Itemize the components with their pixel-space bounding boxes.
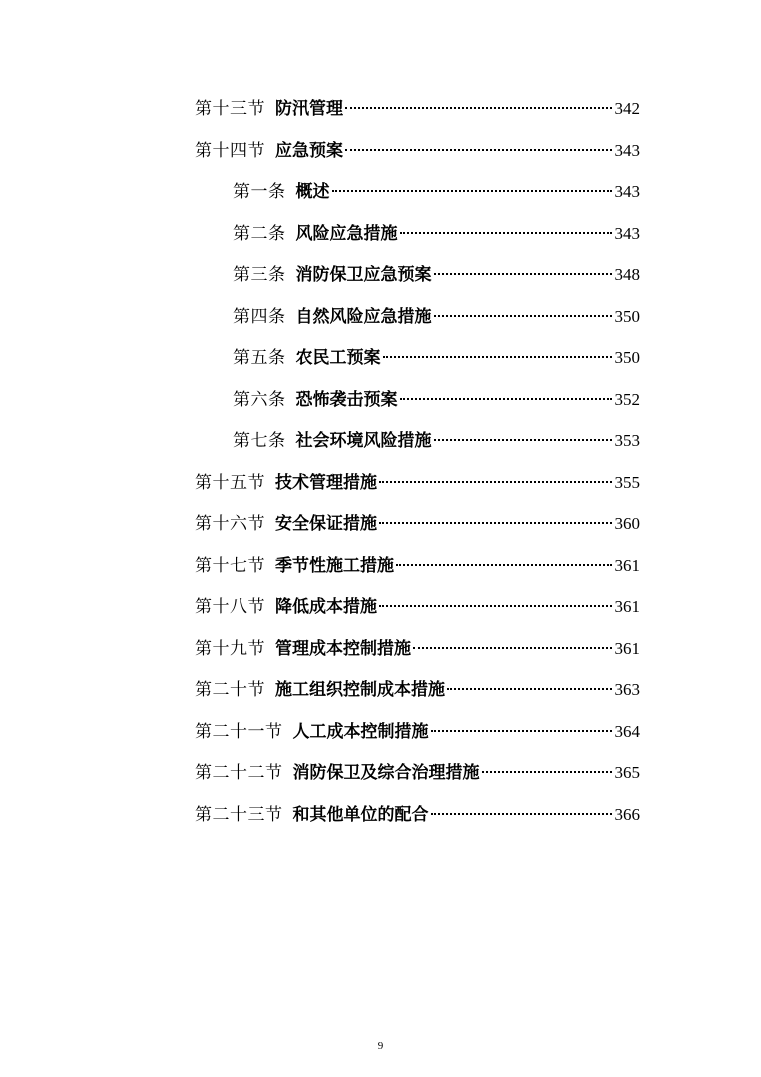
dot-leader xyxy=(434,273,612,275)
toc-entry-section-14[interactable] xyxy=(195,137,640,179)
toc-entry-article-6[interactable] xyxy=(195,386,640,428)
toc-entry-page: 361 xyxy=(614,597,640,616)
toc-entry-page: 343 xyxy=(614,223,640,243)
toc-entry-number: 第十八节 xyxy=(195,597,265,617)
toc-entry-section-19[interactable] xyxy=(195,635,640,677)
toc-entry-page: 361 xyxy=(614,555,640,575)
toc-entry-article-3[interactable] xyxy=(195,261,640,303)
table-of-contents xyxy=(195,95,640,842)
toc-entry-page: 360 xyxy=(614,514,640,533)
toc-entry-title: 恐怖袭击预案 xyxy=(295,389,398,410)
dot-leader xyxy=(345,149,612,151)
dot-leader xyxy=(332,190,612,192)
toc-entry-title: 消防保卫应急预案 xyxy=(295,265,432,285)
toc-entry-section-16[interactable] xyxy=(195,510,640,552)
dot-leader xyxy=(396,564,612,566)
page-number: 9 xyxy=(377,1040,384,1052)
toc-entry-page: 353 xyxy=(614,431,640,450)
toc-entry-title: 防汛管理 xyxy=(275,99,343,119)
toc-entry-number: 第二十节 xyxy=(195,680,265,700)
toc-entry-title: 季节性施工措施 xyxy=(275,555,394,576)
dot-leader xyxy=(379,522,612,524)
toc-entry-number: 第三条 xyxy=(233,265,286,285)
toc-entry-number: 第二十三节 xyxy=(195,804,283,825)
toc-entry-section-20[interactable] xyxy=(195,676,640,718)
toc-entry-number: 第十七节 xyxy=(195,555,265,576)
toc-entry-number: 第七条 xyxy=(233,431,286,451)
toc-entry-title: 技术管理措施 xyxy=(275,472,377,493)
dot-leader xyxy=(482,771,612,773)
toc-entry-number: 第二十二节 xyxy=(195,763,283,783)
dot-leader xyxy=(400,398,612,400)
toc-entry-title: 风险应急措施 xyxy=(295,223,398,244)
toc-entry-number: 第十五节 xyxy=(195,472,265,493)
toc-entry-page: 350 xyxy=(614,306,640,326)
toc-entry-number: 第一条 xyxy=(233,182,286,202)
toc-entry-number: 第十三节 xyxy=(195,99,265,119)
toc-entry-number: 第四条 xyxy=(233,306,286,327)
toc-entry-page: 350 xyxy=(614,348,640,367)
toc-entry-page: 343 xyxy=(614,140,640,160)
toc-entry-page: 361 xyxy=(614,638,640,658)
toc-entry-page: 342 xyxy=(614,99,640,118)
toc-entry-section-22[interactable] xyxy=(195,759,640,801)
toc-entry-page: 366 xyxy=(614,804,640,824)
toc-entry-title: 社会环境风险措施 xyxy=(295,431,432,451)
toc-entry-title: 应急预案 xyxy=(275,140,343,161)
toc-entry-title: 农民工预案 xyxy=(295,348,381,368)
dot-leader xyxy=(383,356,612,358)
toc-entry-page: 355 xyxy=(614,472,640,492)
toc-entry-section-17[interactable] xyxy=(195,552,640,594)
toc-entry-article-7[interactable] xyxy=(195,427,640,469)
dot-leader xyxy=(379,605,612,607)
toc-entry-title: 自然风险应急措施 xyxy=(295,306,432,327)
toc-entry-page: 343 xyxy=(614,182,640,201)
toc-entry-number: 第二十一节 xyxy=(195,721,283,742)
dot-leader xyxy=(434,439,612,441)
toc-entry-page: 364 xyxy=(614,721,640,741)
toc-entry-article-5[interactable] xyxy=(195,344,640,386)
toc-entry-title: 管理成本控制措施 xyxy=(275,638,411,659)
toc-entry-section-18[interactable] xyxy=(195,593,640,635)
toc-entry-number: 第六条 xyxy=(233,389,286,410)
toc-entry-article-2[interactable] xyxy=(195,220,640,262)
toc-entry-title: 概述 xyxy=(295,182,330,202)
dot-leader xyxy=(447,688,612,690)
dot-leader xyxy=(431,730,612,732)
toc-entry-number: 第十四节 xyxy=(195,140,265,161)
toc-entry-section-15[interactable] xyxy=(195,469,640,511)
toc-entry-page: 363 xyxy=(614,680,640,699)
toc-entry-section-23[interactable] xyxy=(195,801,640,843)
toc-entry-page: 352 xyxy=(614,389,640,409)
toc-entry-title: 安全保证措施 xyxy=(275,514,377,534)
dot-leader xyxy=(431,813,612,815)
toc-entry-title: 施工组织控制成本措施 xyxy=(275,680,445,700)
toc-entry-number: 第五条 xyxy=(233,348,286,368)
dot-leader xyxy=(379,481,612,483)
toc-entry-article-4[interactable] xyxy=(195,303,640,345)
toc-entry-title: 和其他单位的配合 xyxy=(292,804,429,825)
toc-entry-title: 消防保卫及综合治理措施 xyxy=(292,763,480,783)
toc-entry-article-1[interactable] xyxy=(195,178,640,220)
dot-leader xyxy=(434,315,612,317)
dot-leader xyxy=(345,107,612,109)
toc-entry-page: 348 xyxy=(614,265,640,284)
toc-entry-number: 第二条 xyxy=(233,223,286,244)
toc-entry-title: 人工成本控制措施 xyxy=(292,721,429,742)
toc-entry-number: 第十九节 xyxy=(195,638,265,659)
dot-leader xyxy=(400,232,612,234)
toc-entry-page: 365 xyxy=(614,763,640,782)
toc-entry-section-21[interactable] xyxy=(195,718,640,760)
dot-leader xyxy=(413,647,612,649)
toc-entry-number: 第十六节 xyxy=(195,514,265,534)
toc-entry-title: 降低成本措施 xyxy=(275,597,377,617)
toc-entry-section-13[interactable] xyxy=(195,95,640,137)
